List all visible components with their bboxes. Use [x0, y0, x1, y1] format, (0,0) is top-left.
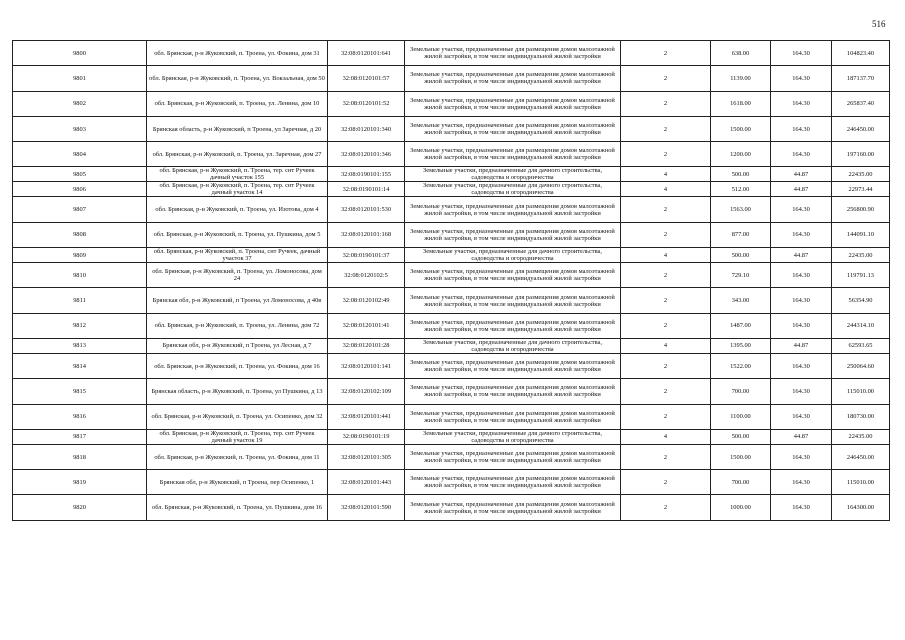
rate-cell: 44.87	[771, 248, 832, 263]
address-cell: обл. Брянская, р-н Жуковский, п. Троена, ул. Пушкина, дом 16	[147, 495, 328, 520]
table-row	[13, 288, 890, 313]
area-cell: 343.00	[711, 288, 771, 313]
address-cell: Брянская обл, р-н Жуковский, п Троена, пер Осипенко, 1	[147, 470, 328, 495]
area-cell: 500.00	[711, 248, 771, 263]
cadastral-value-cell: 115010.00	[832, 379, 890, 404]
area-cell: 700.00	[711, 470, 771, 495]
cadastral-value-cell: 22973.44	[832, 182, 890, 197]
land-use-cell: Земельные участки, предназначенные для размещения домов малоэтажной жилой застройки, в том числе индивидуальной жилой застройки	[405, 91, 621, 116]
cadastral-value-cell: 164300.00	[832, 495, 890, 520]
land-use-cell: Земельные участки, предназначенные для дачного строительства, садоводства и огородничества	[405, 167, 621, 182]
land-use-cell: Земельные участки, предназначенные для дачного строительства, садоводства и огородничества	[405, 182, 621, 197]
land-registry-table	[12, 40, 890, 521]
row-number-cell: 9820	[13, 495, 147, 520]
table-row	[13, 116, 890, 141]
area-cell: 500.00	[711, 429, 771, 444]
area-cell: 700.00	[711, 379, 771, 404]
table-body	[13, 41, 890, 521]
cadastral-number-cell: 32:08:0120102:5	[328, 263, 405, 288]
cadastral-number-cell: 32:08:0190101:14	[328, 182, 405, 197]
address-cell: обл. Брянская, р-н Жуковский, п. Троена, ул. Пушкина, дом 5	[147, 222, 328, 247]
area-cell: 638.00	[711, 41, 771, 66]
cadastral-number-cell: 32:08:0120102:109	[328, 379, 405, 404]
rate-cell: 164.30	[771, 91, 832, 116]
cadastral-number-cell: 32:08:0120101:340	[328, 116, 405, 141]
group-cell: 4	[621, 167, 711, 182]
address-cell: обл. Брянская, р-н Жуковский, п. Троена, ул. Ленина, дом 10	[147, 91, 328, 116]
page-number: 516	[872, 19, 886, 29]
cadastral-number-cell: 32:08:0120101:346	[328, 142, 405, 167]
land-use-cell: Земельные участки, предназначенные для дачного строительства, садоводства и огородничества	[405, 429, 621, 444]
cadastral-value-cell: 22435.00	[832, 429, 890, 444]
cadastral-value-cell: 115010.00	[832, 470, 890, 495]
land-use-cell: Земельные участки, предназначенные для размещения домов малоэтажной жилой застройки, в том числе индивидуальной жилой застройки	[405, 142, 621, 167]
area-cell: 729.10	[711, 263, 771, 288]
row-number-cell: 9819	[13, 470, 147, 495]
address-cell: Брянская область, р-н Жуковский, п Троена, ул Заречная, д 20	[147, 116, 328, 141]
area-cell: 877.00	[711, 222, 771, 247]
cadastral-number-cell: 32:08:0120101:57	[328, 66, 405, 91]
table-row	[13, 182, 890, 197]
table-row	[13, 338, 890, 353]
land-use-cell: Земельные участки, предназначенные для размещения домов малоэтажной жилой застройки, в том числе индивидуальной жилой застройки	[405, 222, 621, 247]
land-use-cell: Земельные участки, предназначенные для размещения домов малоэтажной жилой застройки, в том числе индивидуальной жилой застройки	[405, 470, 621, 495]
table-row	[13, 167, 890, 182]
address-cell: обл. Брянская, р-н Жуковский, п. Троена, ул. Фокина, дом 11	[147, 444, 328, 469]
land-use-cell: Земельные участки, предназначенные для размещения домов малоэтажной жилой застройки, в том числе индивидуальной жилой застройки	[405, 197, 621, 222]
address-cell: Брянская область, р-н Жуковский, п. Троена, ул Пушкина, д 13	[147, 379, 328, 404]
cadastral-value-cell: 144091.10	[832, 222, 890, 247]
cadastral-value-cell: 22435.00	[832, 248, 890, 263]
row-number-cell: 9810	[13, 263, 147, 288]
rate-cell: 164.30	[771, 353, 832, 378]
table-row	[13, 41, 890, 66]
row-number-cell: 9804	[13, 142, 147, 167]
group-cell: 2	[621, 66, 711, 91]
cadastral-number-cell: 32:08:0120101:590	[328, 495, 405, 520]
area-cell: 512.00	[711, 182, 771, 197]
rate-cell: 164.30	[771, 41, 832, 66]
rate-cell: 44.87	[771, 167, 832, 182]
row-number-cell: 9801	[13, 66, 147, 91]
area-cell: 1487.00	[711, 313, 771, 338]
address-cell: обл. Брянская, р-н Жуковский, п. Троена, тер. снт Ручеек дачный участок 14	[147, 182, 328, 197]
address-cell: обл. Брянская, р-н Жуковский, п. Троена, ул. Фокина, дом 16	[147, 353, 328, 378]
row-number-cell: 9814	[13, 353, 147, 378]
row-number-cell: 9806	[13, 182, 147, 197]
row-number-cell: 9811	[13, 288, 147, 313]
row-number-cell: 9808	[13, 222, 147, 247]
group-cell: 2	[621, 444, 711, 469]
cadastral-value-cell: 119791.13	[832, 263, 890, 288]
group-cell: 4	[621, 182, 711, 197]
table-row	[13, 470, 890, 495]
rate-cell: 164.30	[771, 116, 832, 141]
rate-cell: 44.87	[771, 429, 832, 444]
address-cell: обл. Брянская, р-н Жуковский, п. Троена, ул. Вокзальная, дом 50	[147, 66, 328, 91]
address-cell: обл. Брянская, р-н Жуковский, п. Троена, ул. Фокина, дом 31	[147, 41, 328, 66]
rate-cell: 164.30	[771, 444, 832, 469]
group-cell: 2	[621, 288, 711, 313]
rate-cell: 164.30	[771, 222, 832, 247]
address-cell: обл. Брянская, р-н Жуковский, п. Троена, ул. Заречная, дом 27	[147, 142, 328, 167]
area-cell: 1500.00	[711, 116, 771, 141]
row-number-cell: 9805	[13, 167, 147, 182]
group-cell: 2	[621, 142, 711, 167]
table-row	[13, 429, 890, 444]
land-use-cell: Земельные участки, предназначенные для дачного строительства, садоводства и огородничества	[405, 338, 621, 353]
row-number-cell: 9803	[13, 116, 147, 141]
table-row	[13, 404, 890, 429]
group-cell: 4	[621, 338, 711, 353]
cadastral-number-cell: 32:08:0120101:305	[328, 444, 405, 469]
table-row	[13, 248, 890, 263]
group-cell: 2	[621, 116, 711, 141]
group-cell: 2	[621, 404, 711, 429]
cadastral-value-cell: 62593.65	[832, 338, 890, 353]
area-cell: 1200.00	[711, 142, 771, 167]
rate-cell: 164.30	[771, 470, 832, 495]
address-cell: обл. Брянская, р-н Жуковский, п. Троена, снт Ручеек, дачный участок 37	[147, 248, 328, 263]
land-use-cell: Земельные участки, предназначенные для размещения домов малоэтажной жилой застройки, в том числе индивидуальной жилой застройки	[405, 313, 621, 338]
row-number-cell: 9802	[13, 91, 147, 116]
row-number-cell: 9815	[13, 379, 147, 404]
land-use-cell: Земельные участки, предназначенные для размещения домов малоэтажной жилой застройки, в том числе индивидуальной жилой застройки	[405, 116, 621, 141]
cadastral-number-cell: 32:08:0120101:641	[328, 41, 405, 66]
land-use-cell: Земельные участки, предназначенные для размещения домов малоэтажной жилой застройки, в том числе индивидуальной жилой застройки	[405, 379, 621, 404]
rate-cell: 44.87	[771, 182, 832, 197]
land-use-cell: Земельные участки, предназначенные для размещения домов малоэтажной жилой застройки, в том числе индивидуальной жилой застройки	[405, 288, 621, 313]
cadastral-number-cell: 32:08:0120101:530	[328, 197, 405, 222]
cadastral-number-cell: 32:08:0120101:141	[328, 353, 405, 378]
row-number-cell: 9800	[13, 41, 147, 66]
rate-cell: 44.87	[771, 338, 832, 353]
area-cell: 1395.00	[711, 338, 771, 353]
row-number-cell: 9818	[13, 444, 147, 469]
area-cell: 1500.00	[711, 444, 771, 469]
address-cell: обл. Брянская, р-н Жуковский, п. Троена, ул. Изотова, дом 4	[147, 197, 328, 222]
group-cell: 4	[621, 248, 711, 263]
address-cell: Брянская обл, р-н Жуковский, п Троена, ул Лесная, д 7	[147, 338, 328, 353]
table-row	[13, 197, 890, 222]
group-cell: 2	[621, 222, 711, 247]
table-row	[13, 142, 890, 167]
area-cell: 1618.00	[711, 91, 771, 116]
table-row	[13, 495, 890, 520]
group-cell: 2	[621, 495, 711, 520]
land-use-cell: Земельные участки, предназначенные для дачного строительства, садоводства и огородничества	[405, 248, 621, 263]
cadastral-number-cell: 32:08:0120101:28	[328, 338, 405, 353]
table-row	[13, 263, 890, 288]
rate-cell: 164.30	[771, 263, 832, 288]
area-cell: 1000.00	[711, 495, 771, 520]
row-number-cell: 9817	[13, 429, 147, 444]
table-row	[13, 313, 890, 338]
group-cell: 2	[621, 353, 711, 378]
table-row	[13, 91, 890, 116]
cadastral-value-cell: 250064.60	[832, 353, 890, 378]
land-use-cell: Земельные участки, предназначенные для размещения домов малоэтажной жилой застройки, в том числе индивидуальной жилой застройки	[405, 495, 621, 520]
cadastral-value-cell: 187137.70	[832, 66, 890, 91]
cadastral-value-cell: 265837.40	[832, 91, 890, 116]
table-row	[13, 66, 890, 91]
address-cell: обл. Брянская, р-н Жуковский, п. Троена, ул. Ленина, дом 72	[147, 313, 328, 338]
table-row	[13, 444, 890, 469]
cadastral-number-cell: 32:08:0120101:41	[328, 313, 405, 338]
cadastral-value-cell: 180730.00	[832, 404, 890, 429]
address-cell: обл. Брянская, р-н Жуковский, п. Троена, ул. Ломоносова, дом 24	[147, 263, 328, 288]
cadastral-number-cell: 32:08:0190101:155	[328, 167, 405, 182]
cadastral-value-cell: 22435.00	[832, 167, 890, 182]
land-use-cell: Земельные участки, предназначенные для размещения домов малоэтажной жилой застройки, в том числе индивидуальной жилой застройки	[405, 263, 621, 288]
table-row	[13, 379, 890, 404]
rate-cell: 164.30	[771, 404, 832, 429]
group-cell: 2	[621, 313, 711, 338]
group-cell: 2	[621, 41, 711, 66]
cadastral-value-cell: 244314.10	[832, 313, 890, 338]
rate-cell: 164.30	[771, 313, 832, 338]
rate-cell: 164.30	[771, 142, 832, 167]
land-use-cell: Земельные участки, предназначенные для размещения домов малоэтажной жилой застройки, в том числе индивидуальной жилой застройки	[405, 404, 621, 429]
cadastral-number-cell: 32:08:0120101:443	[328, 470, 405, 495]
address-cell: обл. Брянская, р-н Жуковский, п. Троена, тер. снт Ручеек дачный участок 155	[147, 167, 328, 182]
rate-cell: 164.30	[771, 66, 832, 91]
land-use-cell: Земельные участки, предназначенные для размещения домов малоэтажной жилой застройки, в том числе индивидуальной жилой застройки	[405, 353, 621, 378]
group-cell: 4	[621, 429, 711, 444]
area-cell: 1522.00	[711, 353, 771, 378]
cadastral-number-cell: 32:08:0120102:49	[328, 288, 405, 313]
cadastral-number-cell: 32:08:0120101:168	[328, 222, 405, 247]
row-number-cell: 9809	[13, 248, 147, 263]
area-cell: 500.00	[711, 167, 771, 182]
cadastral-value-cell: 256800.90	[832, 197, 890, 222]
cadastral-number-cell: 32:08:0190101:37	[328, 248, 405, 263]
cadastral-value-cell: 56354.90	[832, 288, 890, 313]
row-number-cell: 9812	[13, 313, 147, 338]
group-cell: 2	[621, 197, 711, 222]
address-cell: Брянская обл, р-н Жуковский, п Троена, ул Ломоносова, д 40в	[147, 288, 328, 313]
table-row	[13, 222, 890, 247]
row-number-cell: 9816	[13, 404, 147, 429]
cadastral-number-cell: 32:08:0120101:52	[328, 91, 405, 116]
address-cell: обл. Брянская, р-н Жуковский, п. Троена, тер. снт Ручеек дачный участок 19	[147, 429, 328, 444]
cadastral-value-cell: 104823.40	[832, 41, 890, 66]
rate-cell: 164.30	[771, 495, 832, 520]
table-row	[13, 353, 890, 378]
land-use-cell: Земельные участки, предназначенные для размещения домов малоэтажной жилой застройки, в том числе индивидуальной жилой застройки	[405, 444, 621, 469]
address-cell: обл. Брянская, р-н Жуковский, п. Троена, ул. Осипенко, дом 32	[147, 404, 328, 429]
land-use-cell: Земельные участки, предназначенные для размещения домов малоэтажной жилой застройки, в том числе индивидуальной жилой застройки	[405, 41, 621, 66]
cadastral-value-cell: 246450.00	[832, 444, 890, 469]
rate-cell: 164.30	[771, 379, 832, 404]
group-cell: 2	[621, 263, 711, 288]
cadastral-number-cell: 32:08:0120101:441	[328, 404, 405, 429]
group-cell: 2	[621, 470, 711, 495]
rate-cell: 164.30	[771, 197, 832, 222]
group-cell: 2	[621, 91, 711, 116]
rate-cell: 164.30	[771, 288, 832, 313]
land-use-cell: Земельные участки, предназначенные для размещения домов малоэтажной жилой застройки, в том числе индивидуальной жилой застройки	[405, 66, 621, 91]
row-number-cell: 9813	[13, 338, 147, 353]
group-cell: 2	[621, 379, 711, 404]
cadastral-number-cell: 32:08:0190101:19	[328, 429, 405, 444]
area-cell: 1139.00	[711, 66, 771, 91]
cadastral-value-cell: 246450.00	[832, 116, 890, 141]
cadastral-value-cell: 197160.00	[832, 142, 890, 167]
row-number-cell: 9807	[13, 197, 147, 222]
area-cell: 1563.00	[711, 197, 771, 222]
area-cell: 1100.00	[711, 404, 771, 429]
